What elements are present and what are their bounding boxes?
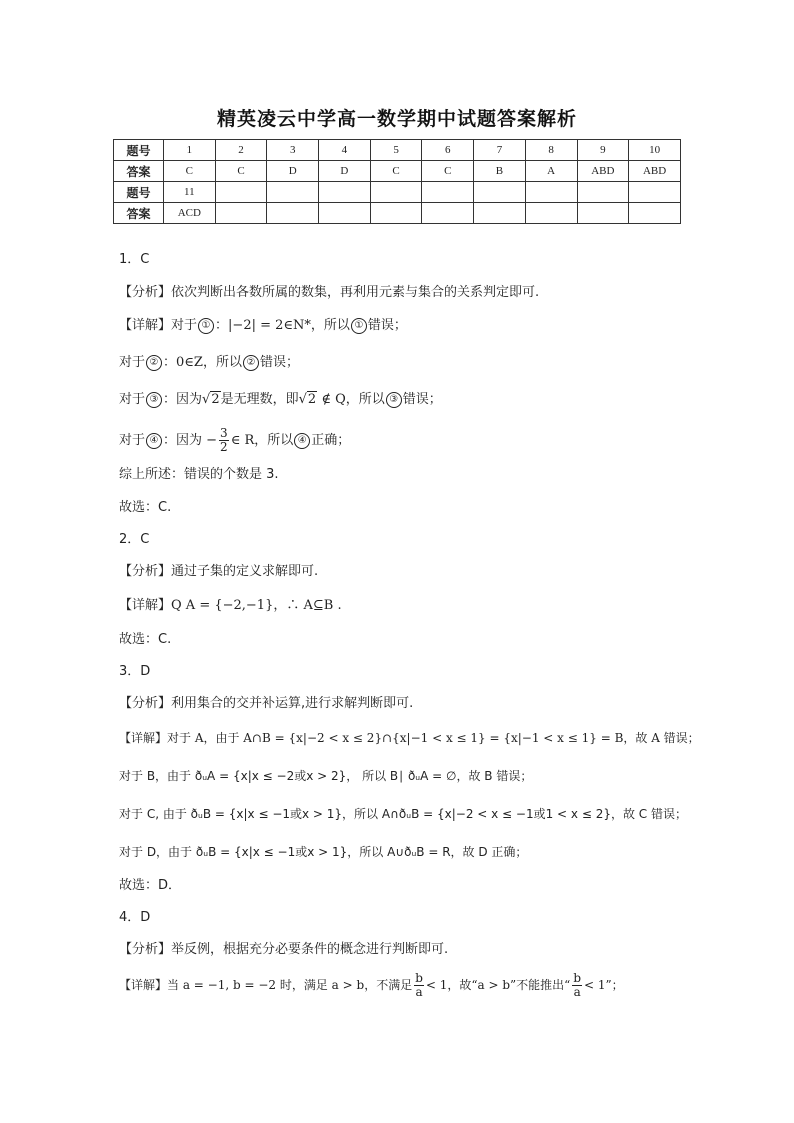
answer-cell: B — [474, 161, 526, 182]
q1-detail-1: 【详解】对于 ① ：|−2| = 2∈N*，所以 ① 错误； — [119, 318, 407, 333]
answer-cell — [422, 203, 474, 224]
answer-cell — [629, 203, 681, 224]
circled-1: ① — [351, 318, 367, 334]
answer-cell: ACD — [164, 203, 216, 224]
q-num-cell: 1 — [164, 140, 216, 161]
detail-text: Q A = {−2,−1}，∴ A⊆B . — [171, 598, 342, 613]
q3-detail-a — [119, 728, 700, 748]
circled-4: ④ — [294, 433, 310, 449]
math-expr: |−2| = 2∈N* — [228, 318, 311, 333]
q-num-cell: 6 — [422, 140, 474, 161]
row-label-qnum: 题号 — [114, 140, 164, 161]
analysis-tag: 【分析】 — [119, 696, 172, 711]
q-num-cell: 5 — [370, 140, 422, 161]
q2-detail — [119, 596, 679, 616]
q3-heading: 3．D — [119, 664, 151, 679]
math-expr: 0∈Z — [176, 355, 203, 370]
answer-table — [113, 139, 681, 224]
detail-text: 对于 — [171, 318, 198, 333]
detail-text: 对于 — [119, 355, 146, 370]
detail-text: 错误； — [367, 318, 407, 333]
answer-cell — [525, 203, 577, 224]
table-row-qnum-2 — [114, 182, 681, 203]
math-expr: ∉ Q — [321, 392, 346, 407]
circled-2: ② — [243, 355, 259, 371]
q-num-cell — [525, 182, 577, 203]
detail-text: ，所以 — [345, 392, 385, 407]
answer-cell: D — [319, 161, 371, 182]
detail-tag: 【详解】 — [119, 978, 168, 992]
detail-text: ，所以 — [202, 355, 242, 370]
q-num-cell — [422, 182, 474, 203]
q2-choice: 故选：C. — [119, 632, 172, 647]
analysis-tag: 【分析】 — [119, 564, 172, 579]
q1-analysis — [119, 283, 679, 303]
table-row-qnum-1 — [114, 140, 681, 161]
q-num-cell — [577, 182, 629, 203]
circled-3: ③ — [146, 392, 162, 408]
denominator: a — [573, 985, 581, 999]
q3-detail-b: 对于 B，由于 ðᵤA = {x|x ≤ −2或x > 2}， 所以 B∣ ðᵤA = ∅，故 B 错误； — [119, 769, 533, 783]
fraction — [572, 972, 582, 999]
circled-2: ② — [146, 355, 162, 371]
numerator: 3 — [220, 426, 228, 440]
circled-4: ④ — [146, 433, 162, 449]
analysis-text: 依次判断出各数所属的数集，再利用元素与集合的关系判定即可. — [171, 285, 540, 300]
row-label-answer: 答案 — [114, 203, 164, 224]
detail-text: ，所以 — [254, 433, 294, 448]
detail-text: ，所以 — [310, 318, 350, 333]
detail-text: 错误； — [259, 355, 299, 370]
answer-cell: ABD — [577, 161, 629, 182]
answer-cell: ABD — [629, 161, 681, 182]
q3-detail-d: 对于 D，由于 ðᵤB = {x|x ≤ −1或x > 1}，所以 A∪ðᵤB = R，故 D 正确； — [119, 845, 528, 859]
q-num-cell: 4 — [319, 140, 371, 161]
q-num-cell: 11 — [164, 182, 216, 203]
denominator: a — [415, 985, 423, 999]
q3-analysis — [119, 694, 679, 714]
answer-cell: C — [164, 161, 216, 182]
q1-detail-2: 对于 ② ：0∈Z，所以 ② 错误； — [119, 355, 299, 370]
analysis-tag: 【分析】 — [119, 285, 172, 300]
detail-text: ：因为 — [163, 392, 203, 407]
q-num-cell: 2 — [215, 140, 267, 161]
q-num-cell — [215, 182, 267, 203]
numerator: b — [573, 971, 582, 985]
answer-cell — [267, 203, 319, 224]
detail-text: < 1，故“a > b”不能推出“ — [425, 978, 571, 992]
answer-cell — [215, 203, 267, 224]
answer-cell: C — [215, 161, 267, 182]
q-num-cell: 9 — [577, 140, 629, 161]
q2-heading: 2．C — [119, 532, 150, 547]
answer-cell — [577, 203, 629, 224]
radicand: 2 — [211, 392, 220, 407]
q-num-cell — [319, 182, 371, 203]
q2-analysis — [119, 562, 679, 582]
q-num-cell — [474, 182, 526, 203]
q1-heading: 1．C — [119, 252, 150, 267]
denominator: 2 — [220, 440, 228, 454]
circled-1: ① — [198, 318, 214, 334]
detail-text: 对于 — [119, 433, 146, 448]
answer-cell — [474, 203, 526, 224]
q1-detail-3 — [119, 390, 679, 410]
page-title: 精英凌云中学高一数学期中试题答案解析 — [216, 108, 577, 130]
q-num-cell — [267, 182, 319, 203]
detail-text: 错误； — [402, 392, 442, 407]
q-num-cell: 7 — [474, 140, 526, 161]
q3-detail-c: 对于 C, 由于 ðᵤB = {x|x ≤ −1或x > 1}，所以 A∩ðᵤB = {x|−2 < x ≤ −1或1 < x ≤ 2}，故 C 错误； — [119, 807, 687, 821]
table-row-answer-1 — [114, 161, 681, 182]
table-row-answer-2 — [114, 203, 681, 224]
answer-cell — [370, 203, 422, 224]
answer-cell: C — [422, 161, 474, 182]
detail-text: 正确； — [311, 433, 351, 448]
analysis-tag: 【分析】 — [119, 942, 172, 957]
q3-choice: 故选：D． — [119, 878, 182, 893]
row-label-qnum: 题号 — [114, 182, 164, 203]
detail-text: 对于 — [119, 392, 146, 407]
math-expr: ∈ R — [230, 433, 255, 448]
q4-detail — [119, 970, 679, 1000]
q-num-cell: 3 — [267, 140, 319, 161]
answer-cell: C — [370, 161, 422, 182]
q-num-cell — [629, 182, 681, 203]
q1-summary: 综上所述：错误的个数是 3. — [119, 467, 279, 482]
detail-text: 对于 A，由于 A∩B = {x|−2 < x ≤ 2}∩{x|−1 < x ≤ 1} = {x|−1 < x ≤ 1} = B，故 A 错误； — [167, 731, 700, 745]
analysis-text: 通过子集的定义求解即可. — [171, 564, 319, 579]
answer-cell: D — [267, 161, 319, 182]
detail-text: ：因为 − — [163, 433, 218, 448]
analysis-text: 利用集合的交并补运算,进行求解判断即可. — [171, 696, 414, 711]
q-num-cell — [370, 182, 422, 203]
radicand: 2 — [307, 392, 317, 407]
circled-3: ③ — [386, 392, 402, 408]
detail-tag: 【详解】 — [119, 731, 168, 745]
row-label-answer: 答案 — [114, 161, 164, 182]
q1-choice: 故选：C. — [119, 500, 172, 515]
fraction — [414, 972, 424, 999]
detail-text: 是无理数，即 — [220, 392, 299, 407]
detail-tag: 【详解】 — [119, 318, 172, 333]
detail-text: < 1”； — [584, 978, 624, 992]
detail-text: 当 a = −1, b = −2 时，满足 a > b，不满足 — [167, 978, 413, 992]
sqrt-expr: √2 — [202, 392, 220, 407]
q1-detail-4 — [119, 427, 679, 455]
q4-heading: 4．D — [119, 910, 151, 925]
detail-tag: 【详解】 — [119, 598, 172, 613]
analysis-text: 举反例，根据充分必要条件的概念进行判断即可. — [171, 942, 449, 957]
numerator: b — [415, 971, 423, 985]
fraction — [219, 427, 229, 454]
sqrt-expr: √2 — [298, 392, 317, 407]
q-num-cell: 8 — [525, 140, 577, 161]
q4-analysis — [119, 940, 679, 960]
answer-cell — [319, 203, 371, 224]
answer-cell: A — [525, 161, 577, 182]
solutions-body — [119, 250, 700, 1000]
q-num-cell: 10 — [629, 140, 681, 161]
